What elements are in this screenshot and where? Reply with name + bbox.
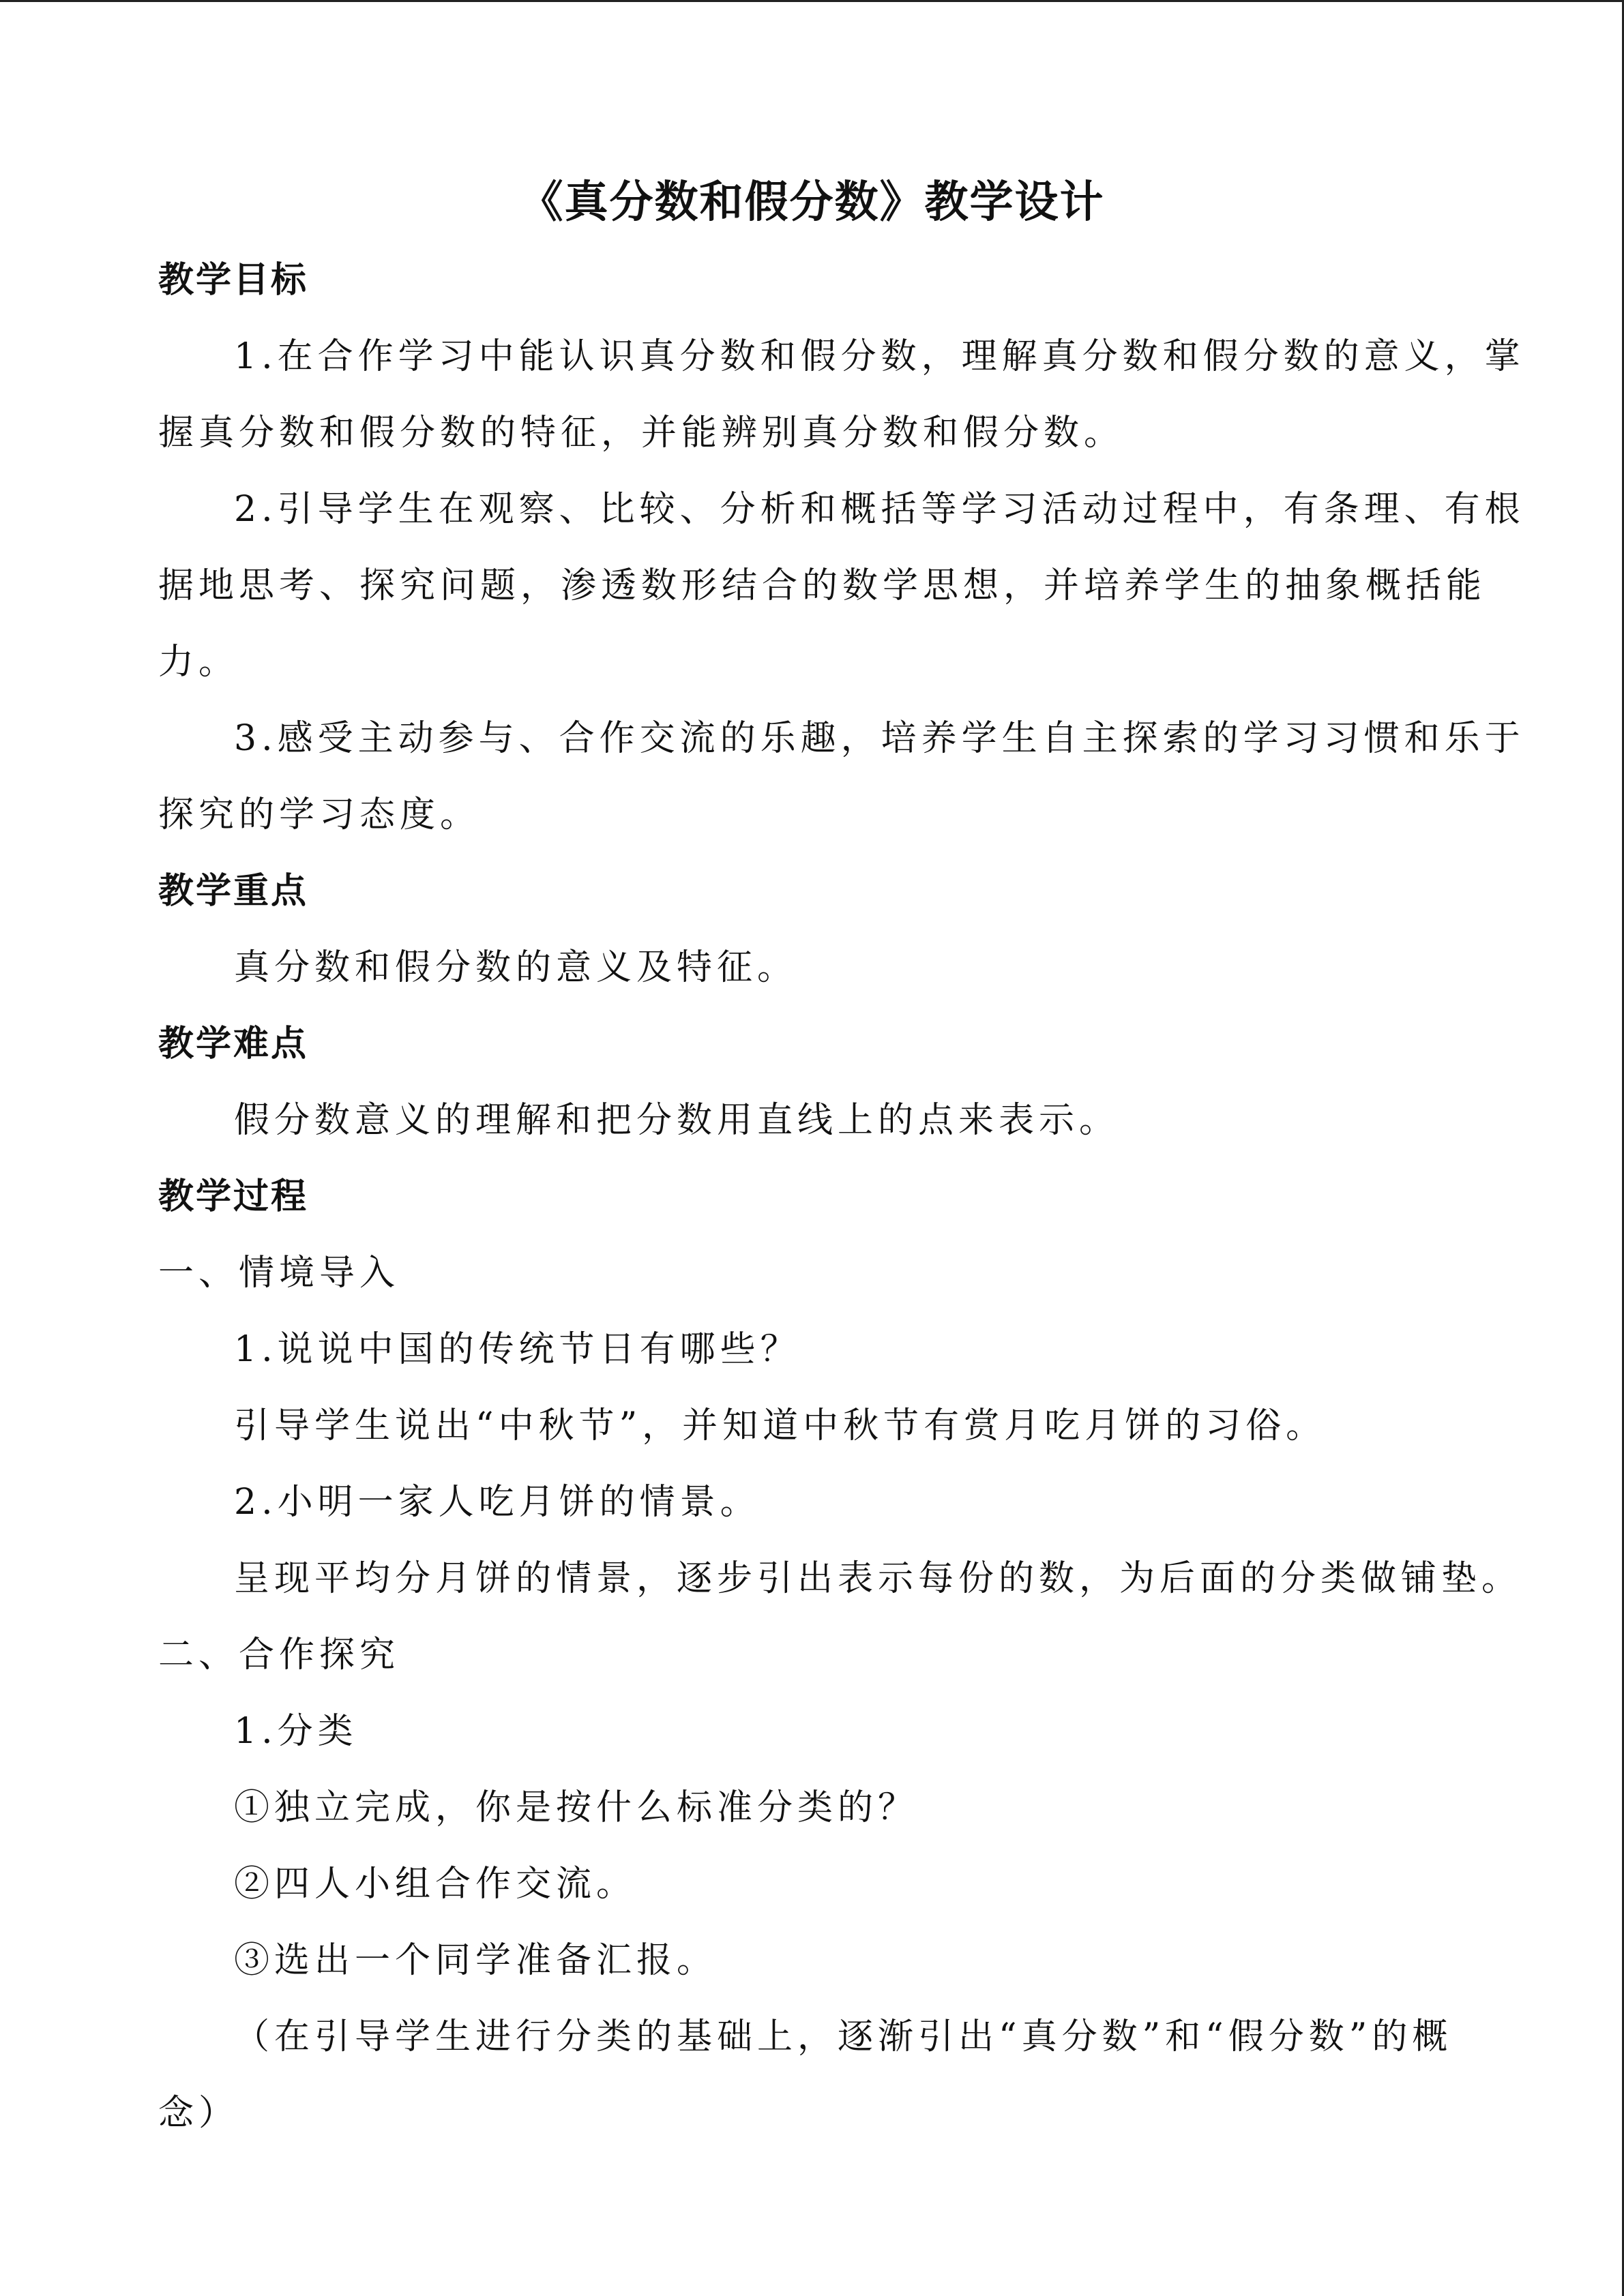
objective-1-line-2: 握真分数和假分数的特征，并能辨别真分数和假分数。 bbox=[158, 413, 1125, 453]
objective-3-line-2: 探究的学习态度。 bbox=[158, 794, 481, 835]
objective-2-line-3: 力。 bbox=[158, 642, 239, 683]
objective-2-line-2: 据地思考、探究问题，渗透数形结合的数学思想，并培养学生的抽象概括能 bbox=[158, 565, 1487, 606]
part-2-heading: 二、合作探究 bbox=[158, 1635, 400, 1675]
part-2-note-line-1: （在引导学生进行分类的基础上，逐渐引出“真分数”和“假分数”的概 bbox=[234, 2016, 1453, 2057]
part-1-heading: 一、情境导入 bbox=[158, 1253, 400, 1294]
part-1-item-1: 1.说说中国的传统节日有哪些？ bbox=[234, 1329, 801, 1370]
part-1-item-1-desc: 引导学生说出“中秋节”，并知道中秋节有赏月吃月饼的习俗。 bbox=[234, 1405, 1327, 1446]
part-2-step-1: ①独立完成，你是按什么标准分类的？ bbox=[234, 1787, 919, 1828]
objective-3-line-1: 3.感受主动参与、合作交流的乐趣，培养学生自主探索的学习习惯和乐于 bbox=[234, 718, 1525, 759]
key-points-heading: 教学重点 bbox=[158, 871, 309, 912]
part-2-step-3: ③选出一个同学准备汇报。 bbox=[234, 1940, 718, 1981]
difficulties-text: 假分数意义的理解和把分数用直线上的点来表示。 bbox=[234, 1100, 1120, 1141]
part-1-item-2: 2.小明一家人吃月饼的情景。 bbox=[234, 1482, 761, 1523]
difficulties-heading: 教学难点 bbox=[158, 1024, 309, 1064]
objective-1-line-1: 1.在合作学习中能认识真分数和假分数，理解真分数和假分数的意义，掌 bbox=[234, 336, 1525, 377]
document-title: 《真分数和假分数》教学设计 bbox=[519, 177, 1105, 228]
part-2-step-2: ②四人小组合作交流。 bbox=[234, 1864, 637, 1905]
objectives-heading: 教学目标 bbox=[158, 260, 309, 301]
key-points-text: 真分数和假分数的意义及特征。 bbox=[234, 947, 798, 988]
part-1-item-2-desc: 呈现平均分月饼的情景，逐步引出表示每份的数，为后面的分类做铺垫。 bbox=[234, 1558, 1522, 1599]
part-2-item-1: 1.分类 bbox=[234, 1711, 358, 1752]
part-2-note-line-2: 念） bbox=[158, 2093, 239, 2134]
objective-2-line-1: 2.引导学生在观察、比较、分析和概括等学习活动过程中，有条理、有根 bbox=[234, 489, 1525, 530]
process-heading: 教学过程 bbox=[158, 1176, 309, 1217]
